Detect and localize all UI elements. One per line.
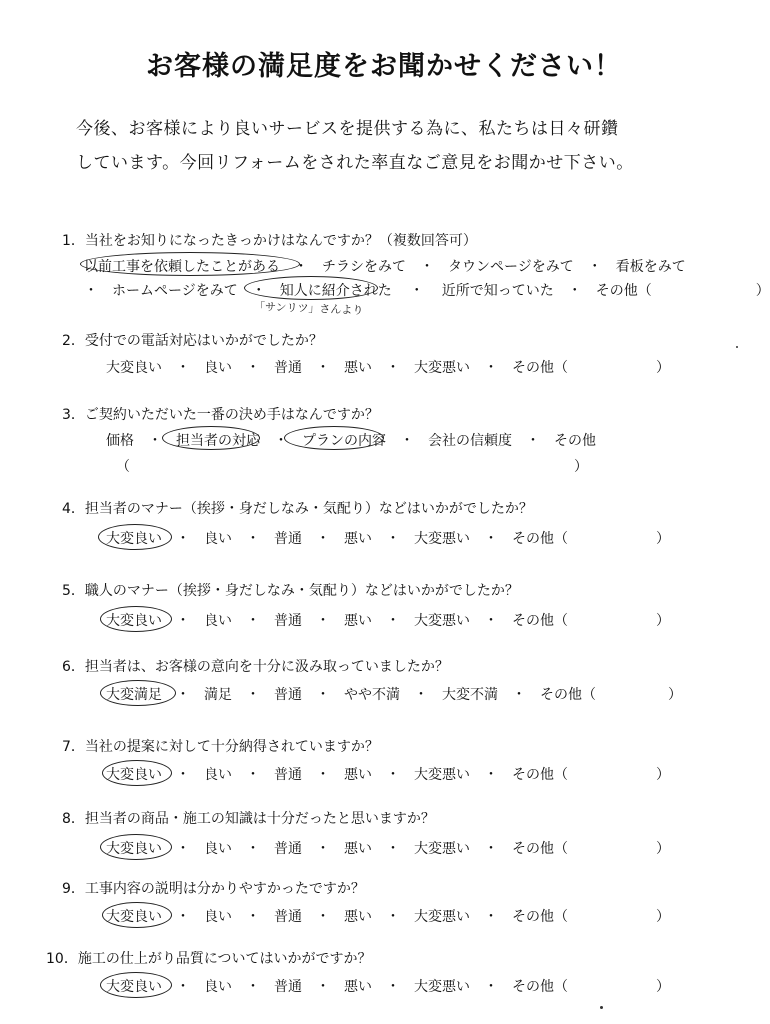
handwritten-note: 「サンリツ」さんより [253, 300, 364, 317]
q4-options [106, 528, 670, 548]
option-other[interactable]: その他（ [595, 283, 652, 299]
option-other[interactable]: その他（ [512, 613, 568, 629]
separator: ・ [386, 613, 400, 629]
separator: ・ [246, 979, 260, 995]
separator: ・ [484, 979, 498, 995]
question-6 [62, 656, 449, 676]
separator: ・ [420, 259, 434, 275]
separator: ・ [176, 979, 190, 995]
option-bad[interactable]: 悪い [344, 909, 372, 925]
separator: ・ [484, 767, 498, 783]
option-acquaintance[interactable]: 知人に紹介された [279, 283, 392, 299]
question-text: 担当者の商品・施工の知識は十分だったと思いますか？ [84, 811, 435, 827]
separator: ・ [84, 283, 98, 299]
option-very-good[interactable]: 大変良い [106, 767, 162, 783]
paren-close: ） [656, 531, 670, 547]
option-bad[interactable]: 悪い [344, 531, 372, 547]
paren-close: ） [656, 360, 670, 376]
option-very-bad[interactable]: 大変悪い [414, 613, 470, 629]
option-good[interactable]: 良い [204, 360, 232, 376]
option-bad[interactable]: 悪い [344, 979, 372, 995]
q1-options-row-2 [84, 280, 770, 300]
option-good[interactable]: 良い [204, 613, 232, 629]
separator: ・ [176, 767, 190, 783]
separator: ・ [512, 687, 526, 703]
option-bad[interactable]: 悪い [344, 613, 372, 629]
option-very-bad[interactable]: 大変悪い [414, 767, 470, 783]
option-other[interactable]: その他（ [512, 767, 568, 783]
option-homepage[interactable]: ホームページをみて [112, 283, 238, 299]
question-text: 受付での電話対応はいかがでしたか？ [84, 333, 323, 349]
paren-close: ） [656, 841, 670, 857]
q6-options [106, 684, 682, 704]
option-other[interactable]: その他（ [512, 360, 568, 376]
paren-close: ） [668, 687, 682, 703]
option-good[interactable]: 良い [204, 531, 232, 547]
paren-close: ） [656, 613, 670, 629]
option-good[interactable]: 良い [204, 909, 232, 925]
q3-other-field[interactable] [116, 456, 588, 476]
separator: ・ [294, 259, 308, 275]
option-other[interactable]: その他（ [512, 979, 568, 995]
question-8 [62, 808, 435, 828]
question-number: 10． [46, 951, 78, 967]
separator: ・ [484, 909, 498, 925]
paren-open: （ [116, 459, 130, 475]
option-other[interactable]: その他（ [540, 687, 596, 703]
q7-options [106, 764, 670, 784]
option-town-page[interactable]: タウンページをみて [448, 259, 574, 275]
question-number: 8． [62, 811, 85, 827]
separator: ・ [316, 531, 330, 547]
option-normal[interactable]: 普通 [274, 613, 302, 629]
separator: ・ [246, 841, 260, 857]
separator: ・ [386, 909, 400, 925]
separator: ・ [246, 767, 260, 783]
question-text: 職人のマナー（挨拶・身だしなみ・気配り）などはいかがでしたか？ [84, 583, 519, 599]
option-normal[interactable]: 普通 [274, 909, 302, 925]
scan-speck [736, 346, 738, 348]
separator: ・ [484, 841, 498, 857]
separator: ・ [316, 360, 330, 376]
separator: ・ [176, 531, 190, 547]
separator: ・ [316, 841, 330, 857]
option-signboard[interactable]: 看板をみて [615, 259, 686, 275]
option-good[interactable]: 良い [204, 767, 232, 783]
q9-options [106, 906, 670, 926]
question-2 [62, 330, 323, 350]
q1-options-row-1 [84, 256, 686, 276]
question-text: 担当者のマナー（挨拶・身だしなみ・気配り）などはいかがでしたか？ [84, 501, 533, 517]
option-normal[interactable]: 普通 [274, 979, 302, 995]
separator: ・ [246, 531, 260, 547]
intro-line-1: 今後、お客様により良いサービスを提供する為に、私たちは日々研鑽 [76, 119, 619, 139]
separator: ・ [316, 909, 330, 925]
separator: ・ [148, 433, 162, 449]
separator: ・ [484, 360, 498, 376]
question-7 [62, 736, 379, 756]
option-flyer[interactable]: チラシをみて [322, 259, 406, 275]
separator: ・ [316, 979, 330, 995]
separator: ・ [316, 613, 330, 629]
paren-close: ） [755, 283, 770, 299]
option-very-dissatisfied[interactable]: 大変不満 [442, 687, 498, 703]
separator: ・ [316, 767, 330, 783]
option-other[interactable]: その他 [554, 433, 596, 449]
separator: ・ [176, 613, 190, 629]
option-very-bad[interactable]: 大変悪い [414, 531, 470, 547]
option-plan-content[interactable]: プランの内容 [302, 433, 386, 449]
option-somewhat-dissatisfied[interactable]: やや不満 [344, 687, 400, 703]
separator: ・ [386, 767, 400, 783]
separator: ・ [484, 613, 498, 629]
option-neighborhood[interactable]: 近所で知っていた [441, 283, 554, 299]
option-price[interactable]: 価格 [106, 433, 134, 449]
separator: ・ [246, 613, 260, 629]
question-3 [62, 404, 379, 424]
question-number: 3． [62, 407, 85, 423]
option-normal[interactable]: 普通 [274, 360, 302, 376]
separator: ・ [251, 283, 266, 299]
option-satisfied[interactable]: 満足 [204, 687, 232, 703]
separator: ・ [386, 531, 400, 547]
question-number: 7． [62, 739, 85, 755]
question-text: 担当者は、お客様の意向を十分に汲み取っていましたか？ [84, 659, 449, 675]
page-title: お客様の満足度をお聞かせください！ [146, 51, 622, 82]
option-very-bad[interactable]: 大変悪い [414, 360, 470, 376]
question-text: 当社をお知りになったきっかけはなんですか？（複数回答可） [84, 233, 477, 249]
separator: ・ [176, 360, 190, 376]
separator: ・ [414, 687, 428, 703]
option-good[interactable]: 良い [204, 841, 232, 857]
question-1 [62, 230, 477, 250]
separator: ・ [386, 979, 400, 995]
option-staff-response[interactable]: 担当者の対応 [176, 433, 260, 449]
option-very-bad[interactable]: 大変悪い [414, 909, 470, 925]
separator: ・ [409, 283, 424, 299]
option-very-good[interactable]: 大変良い [106, 613, 162, 629]
option-company-trust[interactable]: 会社の信頼度 [428, 433, 512, 449]
q2-options [106, 357, 670, 377]
question-number: 9． [62, 881, 85, 897]
option-bad[interactable]: 悪い [344, 767, 372, 783]
question-text: 工事内容の説明は分かりやすかったですか？ [84, 881, 365, 897]
question-number: 4． [62, 501, 85, 517]
paren-close: ） [656, 979, 670, 995]
question-5 [62, 580, 519, 600]
option-normal[interactable]: 普通 [274, 767, 302, 783]
scan-speck [600, 1006, 603, 1009]
question-4 [62, 498, 533, 518]
option-very-good[interactable]: 大変良い [106, 531, 162, 547]
option-very-bad[interactable]: 大変悪い [414, 979, 470, 995]
option-other[interactable]: その他（ [512, 531, 568, 547]
option-normal[interactable]: 普通 [274, 841, 302, 857]
q5-options [106, 610, 670, 630]
question-number: 2． [62, 333, 85, 349]
separator: ・ [176, 687, 190, 703]
question-number: 6． [62, 659, 85, 675]
separator: ・ [567, 283, 582, 299]
question-text: 当社の提案に対して十分納得されていますか？ [84, 739, 379, 755]
separator: ・ [386, 360, 400, 376]
option-very-good[interactable]: 大変良い [106, 360, 162, 376]
q3-options [106, 430, 596, 450]
q8-options [106, 838, 670, 858]
question-10 [46, 948, 372, 968]
separator: ・ [400, 433, 414, 449]
q10-options [106, 976, 670, 996]
separator: ・ [246, 909, 260, 925]
option-other[interactable]: その他（ [512, 909, 568, 925]
question-text: ご契約いただいた一番の決め手はなんですか？ [84, 407, 379, 423]
option-bad[interactable]: 悪い [344, 360, 372, 376]
separator: ・ [176, 841, 190, 857]
option-other[interactable]: その他（ [512, 841, 568, 857]
intro-line-2: しています。今回リフォームをされた率直なご意見をお聞かせ下さい。 [76, 153, 634, 173]
option-very-good[interactable]: 大変良い [106, 979, 162, 995]
paren-close: ） [656, 767, 670, 783]
option-bad[interactable]: 悪い [344, 841, 372, 857]
option-very-good[interactable]: 大変良い [106, 909, 162, 925]
separator: ・ [484, 531, 498, 547]
option-very-good[interactable]: 大変良い [106, 841, 162, 857]
separator: ・ [386, 841, 400, 857]
separator: ・ [587, 259, 602, 275]
question-number: 1． [62, 233, 85, 249]
question-number: 5． [62, 583, 85, 599]
separator: ・ [274, 433, 288, 449]
separator: ・ [176, 909, 190, 925]
paren-close: ） [656, 909, 670, 925]
option-very-satisfied[interactable]: 大変満足 [106, 687, 162, 703]
separator: ・ [246, 360, 260, 376]
option-referral-past-work[interactable]: 以前工事を依頼したことがある [84, 259, 280, 275]
question-text: 施工の仕上がり品質についてはいかがですか？ [77, 951, 372, 967]
separator: ・ [246, 687, 260, 703]
separator: ・ [526, 433, 540, 449]
question-9 [62, 878, 365, 898]
option-good[interactable]: 良い [204, 979, 232, 995]
option-normal[interactable]: 普通 [274, 531, 302, 547]
option-very-bad[interactable]: 大変悪い [414, 841, 470, 857]
separator: ・ [316, 687, 330, 703]
option-normal[interactable]: 普通 [274, 687, 302, 703]
paren-close: ） [574, 459, 588, 475]
